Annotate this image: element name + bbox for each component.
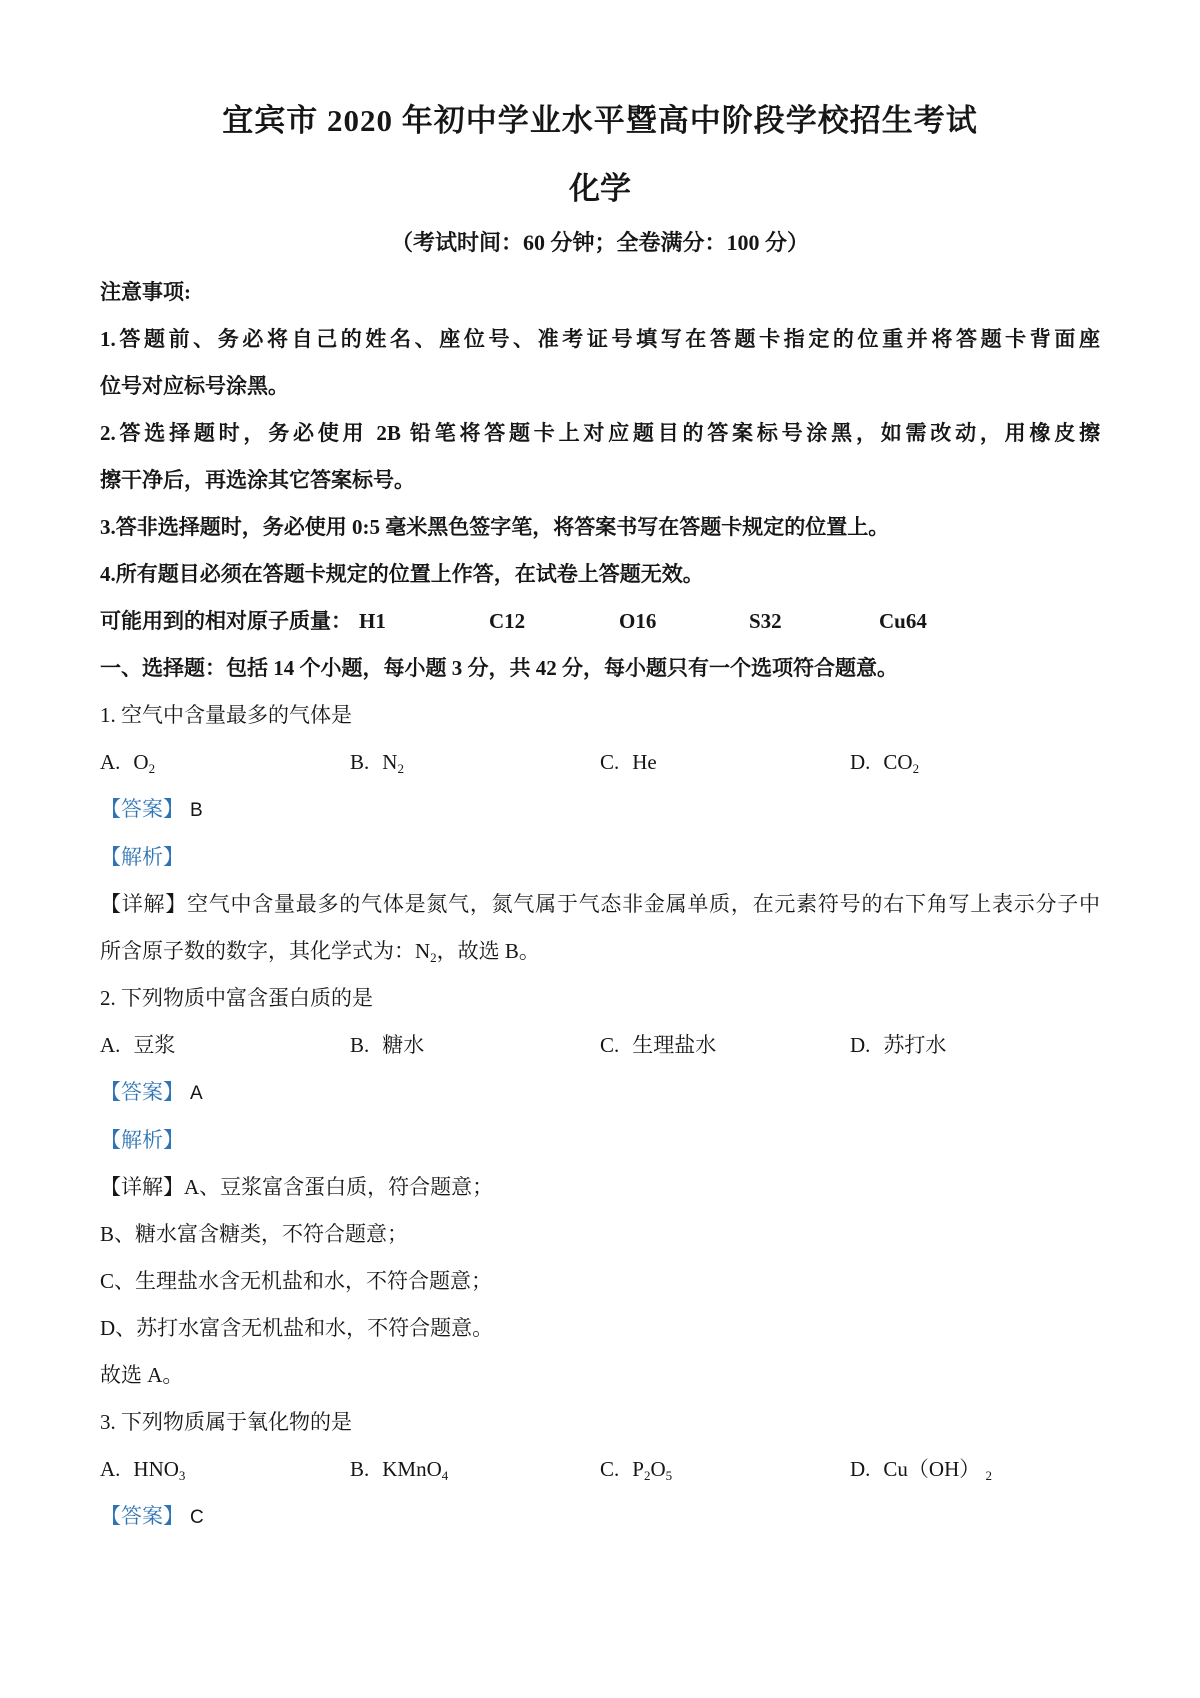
- atomic-masses-values: [352, 598, 927, 645]
- section-header: 一、选择题：包括 14 个小题，每小题 3 分，共 42 分，每小题只有一个选项符合题意。: [100, 656, 898, 680]
- option-text: 糖水: [382, 1033, 425, 1057]
- option-text: Cu（OH） $_2$: [883, 1457, 993, 1483]
- question-2-detail-1: 【详解】A、豆浆富含蛋白质，符合题意；: [100, 1175, 494, 1199]
- option-label: D.: [850, 1457, 871, 1481]
- option-label: C.: [600, 750, 620, 774]
- option-text: $HNO_3$: [133, 1457, 186, 1483]
- option-label: B.: [350, 750, 370, 774]
- question-2-option-a: [100, 1022, 350, 1069]
- option-label: A.: [100, 750, 121, 774]
- question-1-option-d: [850, 739, 1100, 786]
- question-2-option-b: [350, 1022, 600, 1069]
- question-3-option-a: [100, 1446, 350, 1493]
- question-1-answer-line: [100, 786, 1100, 834]
- option-text: $N_2$: [382, 750, 404, 776]
- option-label: D.: [850, 1033, 871, 1057]
- note-3: 3.答非选择题时，务必使用 0:5 毫米黑色签字笔，将答案书写在答题卡规定的位置上。: [100, 515, 890, 539]
- answer-value: A: [190, 1083, 203, 1104]
- atomic-mass-cu: Cu64: [879, 609, 927, 633]
- note-1-line-2: 位号对应标号涂黑。: [100, 374, 289, 398]
- answer-label: 【答案】: [100, 1080, 184, 1104]
- exam-title: 宜宾市 2020 年初中学业水平暨高中阶段学校招生考试: [222, 103, 978, 138]
- option-text: 生理盐水: [632, 1033, 717, 1057]
- question-3-option-b: [350, 1446, 600, 1493]
- option-text: 苏打水: [883, 1033, 947, 1057]
- option-label: B.: [350, 1033, 370, 1057]
- analysis-label: 【解析】: [100, 845, 184, 869]
- option-text: KMnO$_4$: [382, 1457, 449, 1483]
- question-1-analysis-line: [100, 834, 1100, 881]
- question-1-option-a: [100, 739, 350, 786]
- question-2-detail-5: 故选 A。: [100, 1363, 184, 1387]
- answer-value: C: [190, 1507, 204, 1528]
- answer-label: 【答案】: [100, 797, 184, 821]
- note-1-line-1: 1.答题前、务必将自己的姓名、座位号、准考证号填写在答题卡指定的位重并将答题卡背面座: [100, 327, 1100, 351]
- question-1-detail-1: 【详解】空气中含量最多的气体是氮气，氮气属于气态非金属单质，在元素符号的右下角写上表示分子中: [100, 892, 1100, 916]
- question-2-option-c: [600, 1022, 850, 1069]
- exam-body: [100, 269, 1100, 1541]
- option-text: $P_2O_5$: [632, 1457, 673, 1483]
- answer-value: B: [190, 800, 203, 821]
- question-2-detail-4: D、苏打水富含无机盐和水，不符合题意。: [100, 1316, 494, 1340]
- option-label: B.: [350, 1457, 370, 1481]
- option-label: C.: [600, 1457, 620, 1481]
- analysis-label: 【解析】: [100, 1128, 184, 1152]
- option-text: $O_2$: [133, 750, 156, 776]
- question-3-options: [100, 1446, 1100, 1493]
- option-text: 豆浆: [133, 1033, 176, 1057]
- note-2-line-2: 擦干净后，再选涂其它答案标号。: [100, 468, 415, 492]
- question-3-option-d: [850, 1446, 1100, 1493]
- option-label: D.: [850, 750, 871, 774]
- exam-info-line: （考试时间：60 分钟；全卷满分：100 分）: [390, 230, 809, 255]
- question-1-options: [100, 739, 1100, 786]
- atomic-mass-c: C12: [489, 609, 526, 633]
- answer-label: 【答案】: [100, 1504, 184, 1528]
- question-2-detail-3: C、生理盐水含无机盐和水，不符合题意；: [100, 1269, 493, 1293]
- question-2-text: 2. 下列物质中富含蛋白质的是: [100, 986, 373, 1010]
- atomic-mass-s: S32: [749, 609, 782, 633]
- atomic-mass-h: H1: [359, 609, 386, 633]
- question-2-detail-2: B、糖水富含糖类，不符合题意；: [100, 1222, 409, 1246]
- question-1-option-b: [350, 739, 600, 786]
- question-3-option-c: [600, 1446, 850, 1493]
- atomic-mass-o: O16: [619, 609, 657, 633]
- option-text: $CO_2$: [883, 750, 920, 776]
- atomic-masses-row: [100, 598, 1100, 645]
- question-2-analysis-line: [100, 1117, 1100, 1164]
- question-1-text: 1. 空气中含量最多的气体是: [100, 703, 352, 727]
- question-2-options: [100, 1022, 1100, 1069]
- question-2-option-d: [850, 1022, 1100, 1069]
- option-text: He: [632, 750, 657, 774]
- question-3-text: 3. 下列物质属于氧化物的是: [100, 1410, 352, 1434]
- option-label: A.: [100, 1033, 121, 1057]
- question-3-answer-line: [100, 1493, 1100, 1541]
- note-2-line-1: 2.答选择题时，务必使用 2B 铅笔将答题卡上对应题目的答案标号涂黑，如需改动，用橡皮擦: [100, 421, 1100, 445]
- option-label: A.: [100, 1457, 121, 1481]
- page-content: [0, 99, 1200, 1541]
- atomic-masses-label: 可能用到的相对原子质量：: [100, 609, 352, 633]
- exam-subject: 化学: [569, 171, 631, 206]
- question-2-answer-line: [100, 1069, 1100, 1117]
- question-1-detail-2: 所含原子数的数字，其化学式为：$N_2$，故选 B。: [100, 939, 540, 965]
- note-4: 4.所有题目必须在答题卡规定的位置上作答，在试卷上答题无效。: [100, 562, 704, 586]
- option-label: C.: [600, 1033, 620, 1057]
- question-1-option-c: [600, 739, 850, 786]
- notes-header: 注意事项:: [100, 280, 191, 304]
